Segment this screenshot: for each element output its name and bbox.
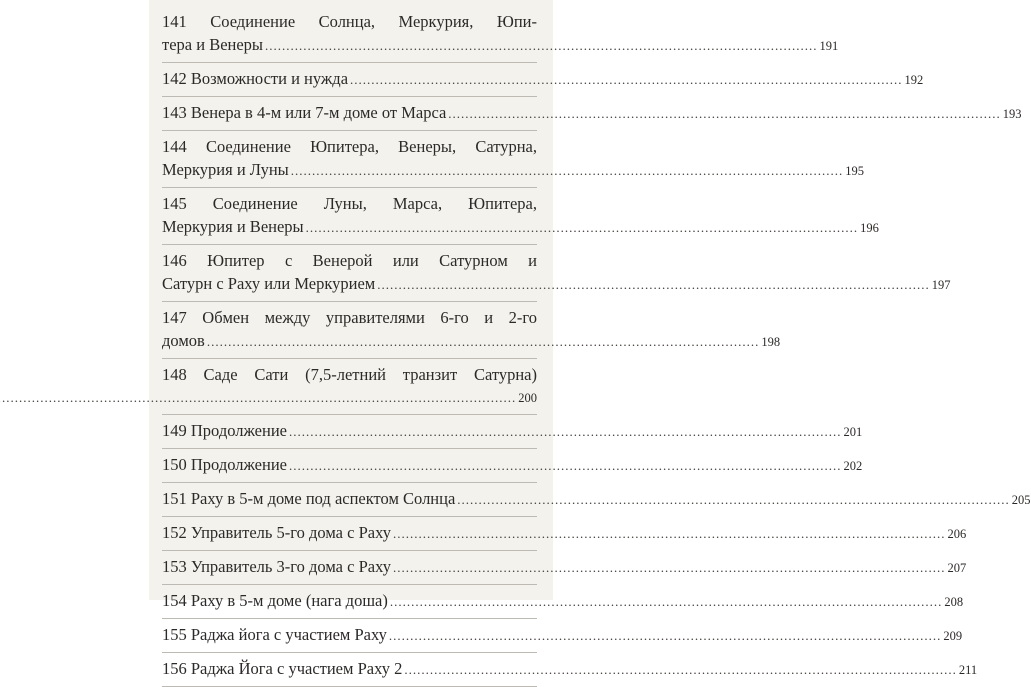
toc-entry-line [162, 329, 781, 354]
toc-entry-text: 152 Управитель 5-го дома с Раху [162, 523, 391, 542]
page-number: 205 [1011, 493, 1031, 507]
toc-entry-text: 156 Раджа Йога с участием Раху 2 [162, 659, 403, 678]
toc-entry-line [162, 419, 863, 444]
page-number: 197 [931, 278, 951, 292]
toc-entry-line [162, 67, 924, 92]
dot-leader [265, 34, 818, 57]
toc-entry-line [162, 555, 967, 580]
toc-entry-155 [162, 619, 963, 653]
toc-entry-142 [162, 63, 924, 97]
page-number: 201 [843, 425, 863, 439]
page-number: 211 [958, 663, 978, 677]
dot-leader [457, 488, 1010, 511]
toc-entry-line [162, 33, 839, 58]
page-number: 191 [819, 39, 839, 53]
dot-leader [377, 273, 930, 296]
toc-entry-text: 143 Венера в 4-м или 7-м доме от Марса [162, 103, 447, 122]
page-number: 193 [1002, 107, 1022, 121]
toc-entry-line [162, 589, 964, 614]
dot-leader [289, 454, 842, 477]
toc-entry-text: 154 Раху в 5-м доме (нага доша) [162, 591, 388, 610]
page-number: 200 [518, 391, 537, 405]
toc-entry-150 [162, 449, 863, 483]
toc-entry-text: 149 Продолжение [162, 421, 287, 440]
toc-entry-151 [162, 483, 1031, 517]
toc-entry-text: 150 Продолжение [162, 455, 287, 474]
toc-entry-text: Меркурия и Луны [162, 160, 289, 179]
table-of-contents [162, 6, 1031, 687]
toc-entry-text: 155 Раджа йога с участием Раху [162, 625, 387, 644]
toc-entry-141 [162, 6, 839, 63]
page-number: 196 [860, 221, 879, 235]
book-page [149, 0, 1031, 678]
toc-entry-145 [162, 188, 879, 245]
toc-entry-144 [162, 131, 865, 188]
toc-entry-text: 142 Возможности и нужда [162, 69, 349, 88]
toc-entry-text: 146 Юпитер с Венерой или Сатурном и [162, 251, 537, 270]
page-number: 195 [845, 164, 865, 178]
toc-entry-text: 145 Соединение Луны, Марса, Юпитера, [162, 194, 537, 213]
toc-entry-153 [162, 551, 967, 585]
toc-entry-156 [162, 653, 978, 687]
toc-entry-text: 151 Раху в 5-м доме под аспектом Солнца [162, 489, 456, 508]
toc-entry-143 [162, 97, 1022, 131]
dot-leader [207, 330, 760, 353]
toc-entry-line [162, 386, 537, 410]
dot-leader [350, 68, 903, 91]
toc-entry-148 [162, 359, 537, 415]
dot-leader [393, 522, 946, 545]
dot-leader [448, 102, 1001, 125]
toc-entry-line [162, 623, 963, 648]
toc-entry-line [162, 487, 1031, 512]
toc-entry-149 [162, 415, 863, 449]
toc-entry-text: 144 Соединение Юпитера, Венеры, Сатурна, [162, 137, 537, 156]
toc-entry-line [162, 101, 1022, 126]
dot-leader [404, 658, 957, 681]
page-number: 192 [904, 73, 924, 87]
toc-entry-text: домов [162, 331, 205, 350]
toc-entry-text: Сатурн с Раху или Меркурием [162, 274, 376, 293]
toc-entry-text: тера и Венеры [162, 35, 264, 54]
dot-leader [393, 556, 946, 579]
page-number: 198 [761, 335, 781, 349]
toc-entry-147 [162, 302, 781, 359]
toc-entry-text: 141 Соединение Солнца, Меркурия, Юпи- [162, 12, 537, 31]
dot-leader [306, 216, 859, 239]
page-number: 202 [843, 459, 863, 473]
toc-entry-text: Меркурия и Венеры [162, 217, 304, 236]
dot-leader [289, 420, 842, 443]
page-number: 209 [943, 629, 963, 643]
page-number: 208 [944, 595, 964, 609]
dot-leader [0, 386, 516, 409]
toc-entry-152 [162, 517, 967, 551]
toc-entry-line [162, 521, 967, 546]
dot-leader [390, 590, 943, 613]
toc-entry-text: 147 Обмен между управителями 6-го и 2-го [162, 308, 537, 327]
toc-entry-line [162, 657, 978, 682]
toc-entry-146 [162, 245, 951, 302]
toc-entry-154 [162, 585, 964, 619]
page-number: 206 [947, 527, 967, 541]
toc-entry-text: 153 Управитель 3-го дома с Раху [162, 557, 391, 576]
toc-entry-line [162, 272, 951, 297]
toc-entry-line [162, 158, 865, 183]
dot-leader [291, 159, 844, 182]
toc-entry-line [162, 453, 863, 478]
toc-entry-text: 148 Саде Сати (7,5-летний транзит Сатурна) [162, 365, 537, 384]
page-number: 207 [947, 561, 967, 575]
dot-leader [389, 624, 942, 647]
toc-entry-line [162, 215, 879, 240]
